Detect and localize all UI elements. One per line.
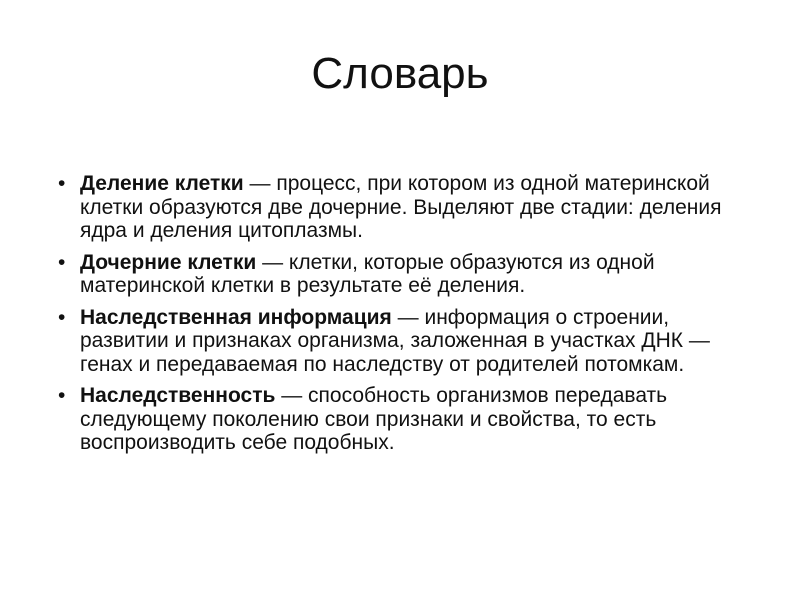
glossary-definition: — способность организмов передавать следующему поколению свои признаки и свойства, то есть воспроизводить себе подобных. — [80, 384, 668, 454]
bullet-icon: • — [58, 250, 66, 274]
glossary-term: Наследственная информация — [80, 305, 392, 329]
glossary-definition: — клетки, которые образуются из одной материнской клетки в результате её деления. — [80, 250, 655, 297]
glossary-definition: — информация о строении, развитии и признаках организма, заложенная в участках ДНК — генах и передаваемая по наследству от родителей потомкам. — [80, 305, 710, 376]
glossary-term: Наследственность — [80, 384, 276, 407]
glossary-item — [58, 251, 758, 298]
bullet-icon: • — [58, 305, 66, 329]
glossary-definition: — процесс, при котором из одной материнской клетки образуются две дочерние. Выделяют две стадии: деления ядра и деления цитоплазмы. — [80, 172, 722, 242]
glossary-list — [58, 172, 758, 463]
glossary-item — [58, 306, 758, 377]
glossary-item — [58, 172, 758, 243]
slide-title: Словарь — [311, 49, 489, 98]
glossary-term: Дочерние клетки — [80, 250, 257, 274]
glossary-term: Деление клетки — [80, 172, 244, 195]
bullet-icon: • — [58, 172, 66, 195]
bullet-icon: • — [58, 384, 66, 407]
glossary-item — [58, 384, 758, 455]
